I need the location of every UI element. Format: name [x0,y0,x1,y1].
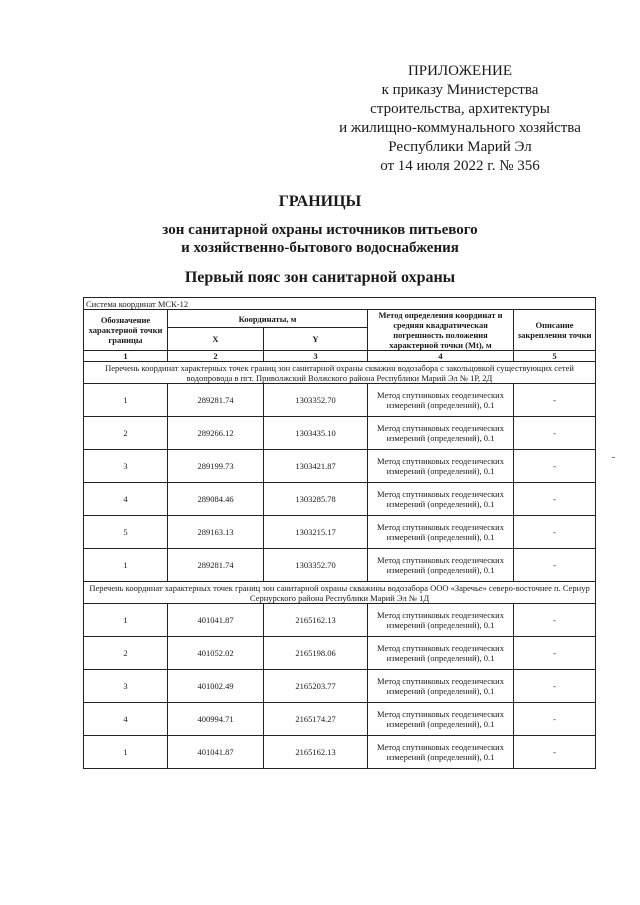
point-cell: 4 [84,483,168,516]
section-row [84,582,596,604]
description-cell: - [514,417,596,450]
scan-mark [612,457,615,458]
description-cell: - [514,384,596,417]
point-cell: 1 [84,549,168,582]
document-subtitle [0,221,640,257]
column-number: 2 [168,351,264,362]
table-row [84,604,596,637]
section-title: Перечень координат характерных точек границ зон санитарной охраны скважин водозабора с закольцовкой существующих сетей водопровода в пгт. Приволжский Волжского района Республики Марий Эл № 1Р, 2Д [84,362,596,384]
method-cell: Метод спутниковых геодезических измерений (определений), 0.1 [368,703,514,736]
description-cell: - [514,516,596,549]
appendix-line: Республики Марий Эл [388,139,532,155]
table-row [84,483,596,516]
x-cell: 400994.71 [168,703,264,736]
subtitle-line-2: и хозяйственно-бытового водоснабжения [181,240,459,256]
header-method: Метод определения координат и средняя квадратическая погрешность положения характерной точки (Mt), м [368,310,514,351]
y-cell: 1303285.78 [264,483,368,516]
point-cell: 2 [84,417,168,450]
table-row [84,450,596,483]
y-cell: 1303215.17 [264,516,368,549]
section-title: Перечень координат характерных точек границ зон санитарной охраны скважины водозабора ООО «Заречье» северо-восточнее п. Сернур Сернурского района Республики Марий Эл № 1Д [84,582,596,604]
y-cell: 2165162.13 [264,736,368,769]
section-row [84,362,596,384]
point-cell: 4 [84,703,168,736]
method-cell: Метод спутниковых геодезических измерений (определений), 0.1 [368,384,514,417]
method-cell: Метод спутниковых геодезических измерений (определений), 0.1 [368,417,514,450]
table-row [84,736,596,769]
point-cell: 1 [84,604,168,637]
header-description: Описание закрепления точки [514,310,596,351]
y-cell: 2165203.77 [264,670,368,703]
description-cell: - [514,670,596,703]
x-cell: 289266.12 [168,417,264,450]
table-row [84,637,596,670]
appendix-line: строительства, архитектуры [370,101,550,117]
header-x: X [168,328,264,351]
y-cell: 2165174.27 [264,703,368,736]
x-cell: 401041.87 [168,604,264,637]
coordinates-table [83,297,596,769]
appendix-line: ПРИЛОЖЕНИЕ [407,63,513,79]
header-y: Y [264,328,368,351]
table-row [84,384,596,417]
point-cell: 3 [84,670,168,703]
y-cell: 1303352.70 [264,549,368,582]
point-cell: 1 [84,736,168,769]
method-cell: Метод спутниковых геодезических измерений (определений), 0.1 [368,483,514,516]
table-row [84,670,596,703]
column-number: 4 [368,351,514,362]
x-cell: 401002.49 [168,670,264,703]
x-cell: 289199.73 [168,450,264,483]
header-designation: Обозначение характерной точки границы [84,310,168,351]
x-cell: 289281.74 [168,549,264,582]
description-cell: - [514,637,596,670]
header-coordinates: Координаты, м [168,310,368,328]
table-row [84,549,596,582]
point-cell: 5 [84,516,168,549]
x-cell: 289163.13 [168,516,264,549]
y-cell: 1303435.10 [264,417,368,450]
y-cell: 1303421.87 [264,450,368,483]
point-cell: 2 [84,637,168,670]
y-cell: 2165198.06 [264,637,368,670]
column-number: 1 [84,351,168,362]
description-cell: - [514,483,596,516]
table-row [84,417,596,450]
point-cell: 3 [84,450,168,483]
x-cell: 401041.87 [168,736,264,769]
description-cell: - [514,450,596,483]
appendix-line: от 14 июля 2022 г. № 356 [380,158,540,174]
coordinate-system: Система координат МСК-12 [84,298,596,310]
subtitle-line-1: зон санитарной охраны источников питьевого [162,222,478,238]
document-title: ГРАНИЦЫ [278,193,362,210]
table-row [84,703,596,736]
table-row [84,516,596,549]
method-cell: Метод спутниковых геодезических измерений (определений), 0.1 [368,516,514,549]
column-number: 3 [264,351,368,362]
appendix-line: и жилищно-коммунального хозяйства [339,120,581,136]
y-cell: 1303352.70 [264,384,368,417]
description-cell: - [514,736,596,769]
method-cell: Метод спутниковых геодезических измерений (определений), 0.1 [368,549,514,582]
method-cell: Метод спутниковых геодезических измерений (определений), 0.1 [368,604,514,637]
method-cell: Метод спутниковых геодезических измерений (определений), 0.1 [368,736,514,769]
appendix-line: к приказу Министерства [381,82,539,98]
appendix-header [310,62,610,176]
y-cell: 2165162.13 [264,604,368,637]
column-number: 5 [514,351,596,362]
description-cell: - [514,604,596,637]
x-cell: 401052.02 [168,637,264,670]
x-cell: 289084.46 [168,483,264,516]
method-cell: Метод спутниковых геодезических измерений (определений), 0.1 [368,450,514,483]
point-cell: 1 [84,384,168,417]
x-cell: 289281.74 [168,384,264,417]
method-cell: Метод спутниковых геодезических измерений (определений), 0.1 [368,670,514,703]
belt-title: Первый пояс зон санитарной охраны [184,269,456,286]
method-cell: Метод спутниковых геодезических измерений (определений), 0.1 [368,637,514,670]
description-cell: - [514,703,596,736]
description-cell: - [514,549,596,582]
